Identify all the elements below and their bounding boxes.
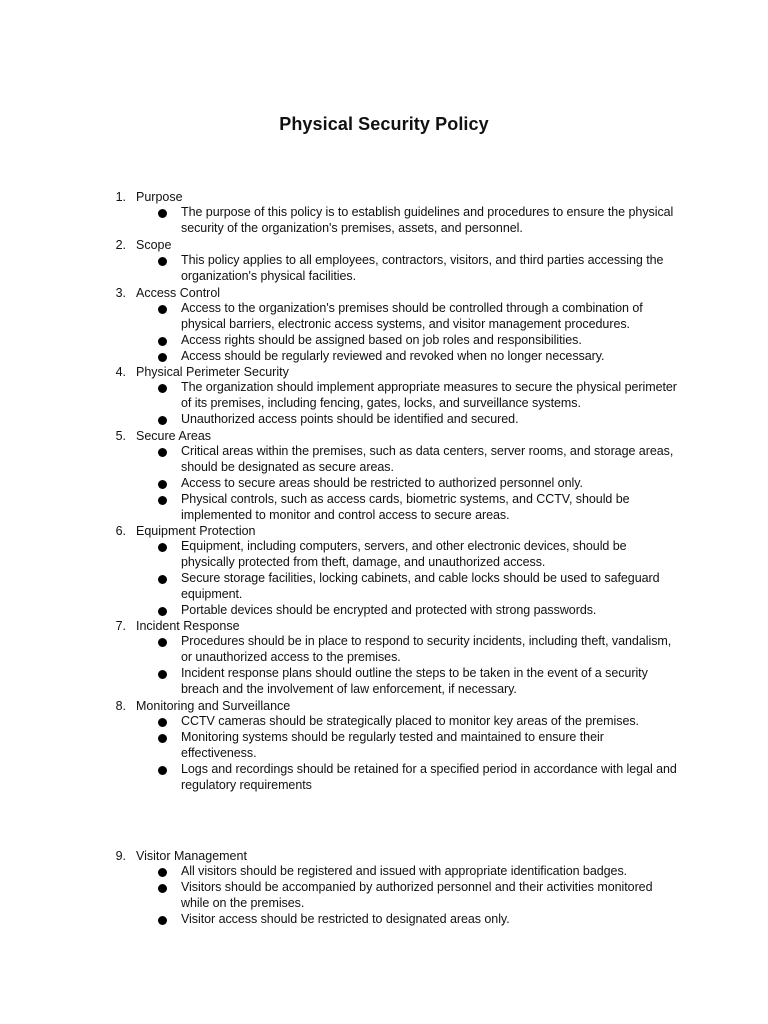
bullet-list bbox=[0, 301, 768, 365]
bullet-text: Critical areas within the premises, such as data centers, server rooms, and storage areas, should be designated as secure areas. bbox=[181, 444, 674, 474]
bullet-list bbox=[0, 444, 768, 524]
bullet-list bbox=[0, 380, 768, 428]
bullet-icon bbox=[158, 305, 167, 314]
bullet-icon bbox=[158, 718, 167, 727]
bullet-text: This policy applies to all employees, contractors, visitors, and third parties accessing the organization's physical facilities. bbox=[181, 253, 664, 283]
list-item bbox=[0, 333, 768, 349]
section-title: Monitoring and Surveillance bbox=[136, 699, 291, 713]
section-title: Secure Areas bbox=[136, 429, 212, 443]
list-item bbox=[0, 864, 768, 880]
bullet-text: All visitors should be registered and issued with appropriate identification badges. bbox=[181, 864, 628, 878]
bullet-text: Monitoring systems should be regularly tested and maintained to ensure their effectiveness. bbox=[181, 729, 604, 760]
section-title: Scope bbox=[136, 238, 172, 252]
bullet-icon bbox=[158, 496, 167, 505]
list-item bbox=[0, 253, 768, 285]
bullet-icon bbox=[158, 384, 167, 393]
section-number: 4. bbox=[115, 365, 126, 379]
section-title: Incident Response bbox=[136, 619, 240, 633]
section-number: 9. bbox=[115, 849, 126, 863]
section-title: Equipment Protection bbox=[136, 524, 256, 538]
list-item bbox=[0, 476, 768, 492]
list-item bbox=[0, 571, 768, 603]
bullet-icon bbox=[158, 916, 167, 925]
bullet-list bbox=[0, 539, 768, 619]
bullet-icon bbox=[158, 353, 167, 362]
bullet-icon bbox=[158, 337, 167, 346]
bullet-text: Unauthorized access points should be identified and secured. bbox=[181, 411, 519, 426]
bullet-text: Physical controls, such as access cards, biometric systems, and CCTV, should be implemented to monitor and control access to secure areas. bbox=[181, 491, 630, 522]
bullet-icon bbox=[158, 884, 167, 893]
section-number: 1. bbox=[115, 190, 126, 204]
list-item bbox=[0, 444, 768, 476]
list-item bbox=[0, 666, 768, 698]
document-title: Physical Security Policy bbox=[279, 114, 489, 134]
bullet-icon bbox=[158, 209, 167, 218]
bullet-text: Visitor access should be restricted to designated areas only. bbox=[181, 911, 510, 926]
section-number: 6. bbox=[115, 524, 126, 538]
bullet-text: Secure storage facilities, locking cabinets, and cable locks should be used to safeguard equipment. bbox=[181, 570, 660, 601]
bullet-icon bbox=[158, 480, 167, 489]
list-item bbox=[0, 880, 768, 912]
bullet-icon bbox=[158, 257, 167, 266]
section-number: 7. bbox=[115, 619, 126, 633]
bullet-text: Access to secure areas should be restricted to authorized personnel only. bbox=[181, 475, 583, 490]
section-title: Visitor Management bbox=[136, 849, 247, 863]
section-number: 5. bbox=[115, 429, 126, 443]
bullet-icon bbox=[158, 416, 167, 425]
list-item bbox=[0, 412, 768, 428]
bullet-text: Visitors should be accompanied by authorized personnel and their activities monitored while on the premises. bbox=[181, 879, 653, 910]
bullet-text: The organization should implement appropriate measures to secure the physical perimeter of its premises, including fencing, gates, locks, and surveillance systems. bbox=[181, 380, 677, 410]
bullet-text: Equipment, including computers, servers, and other electronic devices, should be physically protected from theft, damage, and unauthorized access. bbox=[181, 539, 627, 569]
bullet-text: Procedures should be in place to respond to security incidents, including theft, vandalism, or unauthorized access to the premises. bbox=[181, 634, 672, 664]
section-number: 2. bbox=[115, 238, 126, 252]
list-item bbox=[0, 349, 768, 365]
section-title: Purpose bbox=[136, 190, 183, 204]
bullet-text: Access rights should be assigned based on job roles and responsibilities. bbox=[181, 332, 582, 347]
list-item bbox=[0, 205, 768, 237]
bullet-icon bbox=[158, 670, 167, 679]
bullet-list bbox=[0, 864, 768, 928]
list-item bbox=[0, 730, 768, 762]
bullet-icon bbox=[158, 543, 167, 552]
list-item bbox=[0, 762, 768, 794]
bullet-list bbox=[0, 205, 768, 237]
section-number: 3. bbox=[115, 286, 126, 300]
list-item bbox=[0, 492, 768, 524]
bullet-icon bbox=[158, 607, 167, 616]
bullet-text: Incident response plans should outline the steps to be taken in the event of a security breach and the involvement of law enforcement, if necessary. bbox=[181, 665, 648, 696]
bullet-text: Logs and recordings should be retained for a specified period in accordance with legal and regulatory requirements bbox=[181, 761, 677, 792]
bullet-icon bbox=[158, 868, 167, 877]
section-title: Physical Perimeter Security bbox=[136, 365, 289, 379]
list-item bbox=[0, 634, 768, 666]
bullet-icon bbox=[158, 734, 167, 743]
section-title: Access Control bbox=[136, 286, 221, 300]
bullet-list bbox=[0, 253, 768, 285]
bullet-text: Access to the organization's premises should be controlled through a combination of physical barriers, electronic access systems, and visitor management procedures. bbox=[181, 301, 643, 331]
list-item bbox=[0, 912, 768, 928]
list-item bbox=[0, 714, 768, 730]
bullet-text: Portable devices should be encrypted and protected with strong passwords. bbox=[181, 602, 597, 617]
bullet-list bbox=[0, 714, 768, 794]
bullet-icon bbox=[158, 448, 167, 457]
bullet-text: Access should be regularly reviewed and revoked when no longer necessary. bbox=[181, 348, 605, 363]
bullet-list bbox=[0, 634, 768, 698]
bullet-icon bbox=[158, 575, 167, 584]
bullet-text: The purpose of this policy is to establish guidelines and procedures to ensure the physical security of the organization's premises, assets, and personnel. bbox=[181, 205, 674, 235]
list-item bbox=[0, 603, 768, 619]
bullet-icon bbox=[158, 638, 167, 647]
list-item bbox=[0, 380, 768, 412]
bullet-text: CCTV cameras should be strategically placed to monitor key areas of the premises. bbox=[181, 714, 639, 728]
list-item bbox=[0, 301, 768, 333]
list-item bbox=[0, 539, 768, 571]
section-number: 8. bbox=[115, 699, 126, 713]
bullet-icon bbox=[158, 766, 167, 775]
